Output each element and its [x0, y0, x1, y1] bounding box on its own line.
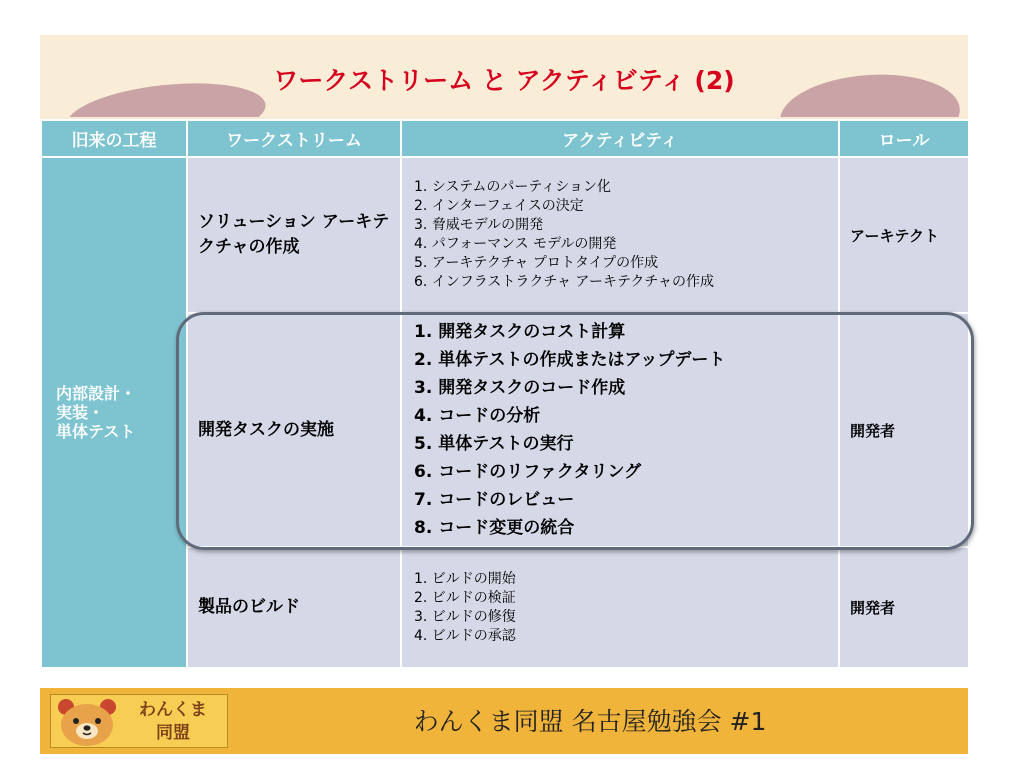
activity-item: 8. コード変更の統合 — [414, 518, 575, 538]
highlight-frame — [176, 312, 974, 550]
process-line-2: 実装・ — [56, 403, 105, 422]
activity-item: 5. アーキテクチャ プロトタイプの作成 — [414, 255, 659, 271]
title-band — [40, 35, 968, 117]
bear-icon — [55, 697, 119, 747]
activity-item: 4. コードの分析 — [414, 406, 541, 426]
activity-item: 2. インターフェイスの決定 — [414, 198, 584, 214]
activity-item: 3. 開発タスクのコード作成 — [414, 378, 626, 398]
footer-text: わんくま同盟 名古屋勉強会 #1 — [413, 707, 767, 736]
role-cell: 開発者 — [839, 547, 969, 668]
workstream-cell: 開発タスクの実施 — [187, 313, 401, 547]
activity-item: 6. コードのリファクタリング — [414, 462, 642, 482]
process-line-1: 内部設計・ — [56, 384, 137, 403]
header-process: 旧来の工程 — [41, 120, 187, 157]
table-row — [41, 157, 969, 313]
role-cell: アーキテクト — [839, 157, 969, 313]
activity-cell — [401, 157, 839, 313]
activity-item: 7. コードのレビュー — [414, 490, 575, 510]
footer-bar — [40, 688, 968, 754]
logo-text — [121, 699, 225, 745]
activity-item: 1. 開発タスクのコスト計算 — [414, 322, 626, 342]
activity-item: 3. ビルドの修復 — [414, 608, 516, 625]
activity-item: 4. ビルドの承認 — [414, 627, 516, 644]
table-header-row — [41, 120, 969, 157]
process-line-3: 単体テスト — [56, 422, 136, 441]
header-role: ロール — [839, 120, 969, 157]
activity-item: 2. ビルドの検証 — [414, 589, 516, 606]
logo-line-1: わんくま — [139, 700, 207, 720]
role-cell: 開発者 — [839, 313, 969, 547]
process-cell — [41, 157, 187, 668]
header-activity: アクティビティ — [401, 120, 839, 157]
logo — [50, 694, 228, 748]
activity-item: 5. 単体テストの実行 — [414, 434, 574, 454]
activity-item: 1. ビルドの開始 — [414, 570, 516, 587]
activity-item: 2. 単体テストの作成またはアップデート — [414, 350, 726, 370]
activity-item: 3. 脅威モデルの開発 — [414, 217, 544, 233]
slide-title: ワークストリーム と アクティビティ (2) — [273, 66, 735, 95]
activity-item: 1. システムのパーティション化 — [414, 179, 612, 195]
workstream-cell: 製品のビルド — [187, 547, 401, 668]
workstream-cell: ソリューション アーキテクチャの作成 — [187, 157, 401, 313]
activity-item: 6. インフラストラクチャ アーキテクチャの作成 — [414, 274, 715, 290]
logo-line-2: 同盟 — [156, 723, 190, 743]
activity-item: 4. パフォーマンス モデルの開発 — [414, 236, 617, 252]
header-workstream: ワークストリーム — [187, 120, 401, 157]
activity-cell — [401, 547, 839, 668]
